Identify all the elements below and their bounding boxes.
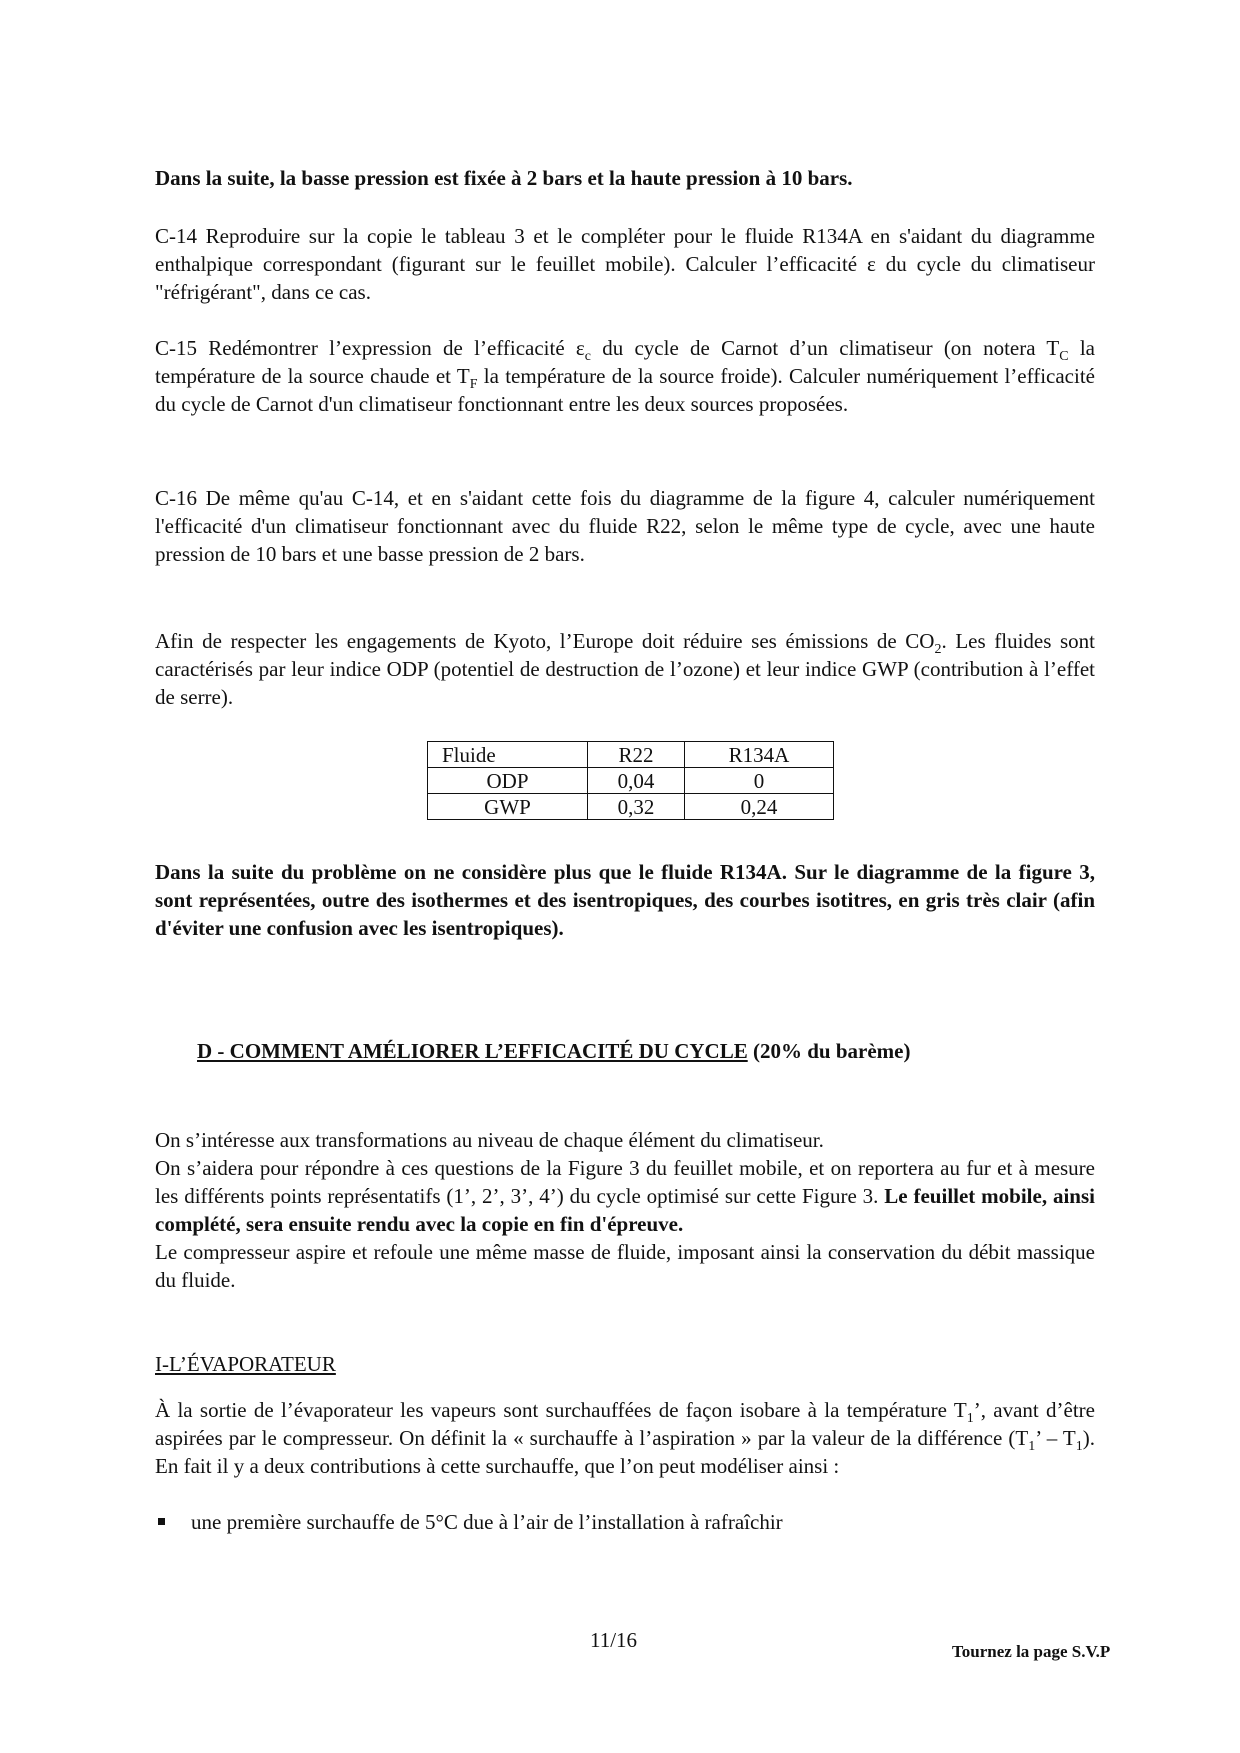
fluid-table [427,741,834,820]
question-c15: C-15 Redémontrer l’expression de l’efficacité $\varepsilon_c$ du cycle de Carnot d’un climatiseur (on notera $T_C$ la température de la source chaude et $T_F$ la température de la source froide). Calculer numériquement l’efficacité du cycle de Carnot d'un climatiseur fonctionnant entre les deux sources proposées. [155,336,1096,416]
table-cell: 0 [685,768,834,794]
table-header-cell: R22 [588,742,685,768]
r134a-note: Dans la suite du problème on ne considère plus que le fluide R134A. Sur le diagramme de la figure 3, sont représentées, outre des isothermes et des isentropiques, des courbes isotitres, en gris très clair (afin d'éviter une confusion avec les isentropiques). [155,860,1095,940]
table-cell: GWP [428,794,588,820]
surchauffe-list [155,1508,1095,1536]
table-header-cell: Fluide [428,742,588,768]
section-d-intro: On s’intéresse aux transformations au niveau de chaque élément du climatiseur. On s’aidera pour répondre à ces questions de la Figure 3 du feuillet mobile, et on reportera au fur et à mesure les différents points représentatifs (1’, 2’, 3’, 4’) du cycle optimisé sur cette Figure 3. Le feuillet mobile, ainsi complété, sera ensuite rendu avec la copie en fin d'épreuve. Le compresseur aspire et refoule une même masse de fluide, imposant ainsi la conservation du débit massique du fluide. [155,1128,1095,1292]
kyoto-paragraph: Afin de respecter les engagements de Kyoto, l’Europe doit réduire ses émissions de $CO_2$. Les fluides sont caractérisés par leur indice ODP (potentiel de destruction de l’ozone) et leur indice GWP (contribution à l’effet de serre). [155,629,1096,709]
list-item: une première surchauffe de 5°C due à l’air de l’installation à rafraîchir [155,1508,1095,1536]
evaporateur-paragraph: À la sortie de l’évaporateur les vapeurs sont surchauffées de façon isobare à la température $T_1$’, avant d’être aspirées par le compresseur. On définit la « surchauffe à l’aspiration » par la valeur de la différence ($T_1$’ – $T_1$). En fait il y a deux contributions à cette surchauffe, que l’on peut modéliser ainsi : [155,1398,1095,1478]
table-cell: 0,04 [588,768,685,794]
section-d-heading [197,1037,1097,1065]
question-c16: C-16 De même qu'au C-14, et en s'aidant cette fois du diagramme de la figure 4, calculer numériquement l'efficacité d'un climatiseur fonctionnant avec du fluide R22, selon le même type de cycle, avec une haute pression de 10 bars et une basse pression de 2 bars. [155,486,1095,566]
table-header-row [428,742,834,768]
table-cell: 0,32 [588,794,685,820]
table-cell: 0,24 [685,794,834,820]
bullet-square-icon [158,1518,165,1525]
section-d-title: D - COMMENT AMÉLIORER L’EFFICACITÉ DU CYCLE [197,1039,748,1063]
table-row [428,768,834,794]
subsection-evaporateur-title: I-L’ÉVAPORATEUR [155,1352,336,1376]
question-c14: C-14 Reproduire sur la copie le tableau 3 et le compléter pour le fluide R134A en s'aidant du diagramme enthalpique correspondant (figurant sur le feuillet mobile). Calculer l’efficacité ε du cycle du climatiseur "réfrigérant", dans ce cas. [155,224,1095,304]
table-header-cell: R134A [685,742,834,768]
section-d-weight: (20% du barème) [747,1039,911,1063]
intro-statement: Dans la suite, la basse pression est fixée à 2 bars et la haute pression à 10 bars. [155,166,853,190]
table-row [428,794,834,820]
table-cell: ODP [428,768,588,794]
page-number: 11/16 [590,1628,638,1652]
turn-page-note: Tournez la page S.V.P [952,1642,1111,1661]
